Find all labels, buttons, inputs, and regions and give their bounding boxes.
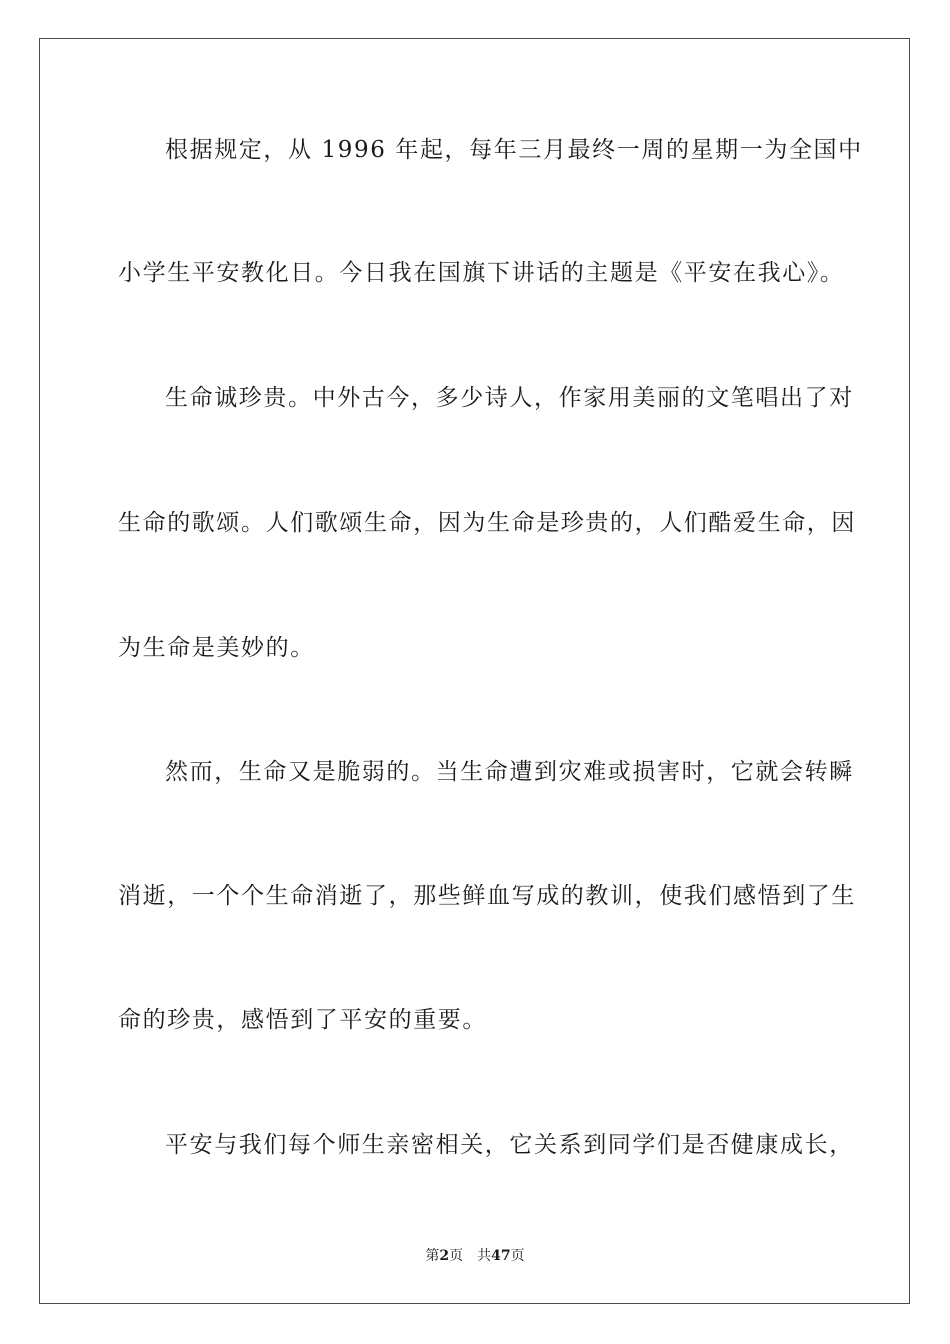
page-number: 2 [439, 1248, 450, 1264]
paragraph-line: 为生命是美妙的。 [118, 635, 315, 661]
page-suffix: 页 [449, 1248, 464, 1264]
total-suffix: 页 [510, 1248, 525, 1264]
paragraph-line: 生命的歌颂。人们歌颂生命，因为生命是珍贵的，人们酷爱生命，因 [118, 510, 856, 536]
page-border [39, 38, 910, 1304]
paragraph-line: 平安与我们每个师生亲密相关，它关系到同学们是否健康成长， [165, 1132, 854, 1158]
paragraph-line: 生命诚珍贵。中外古今，多少诗人，作家用美丽的文笔唱出了对 [165, 385, 854, 411]
paragraph-line: 然而，生命又是脆弱的。当生命遭到灾难或损害时，它就会转瞬 [165, 759, 854, 785]
total-pages: 47 [491, 1248, 511, 1264]
paragraph-line: 消逝，一个个生命消逝了，那些鲜血写成的教训，使我们感悟到了生 [118, 883, 856, 909]
paragraph-line: 根据规定，从 1996 年起，每年三月最终一周的星期一为全国中 [165, 137, 863, 163]
page-prefix: 第 [425, 1248, 440, 1264]
paragraph-line: 命的珍贵，感悟到了平安的重要。 [118, 1007, 487, 1033]
page-footer [0, 1247, 950, 1265]
total-prefix: 共 [477, 1248, 492, 1264]
paragraph-line: 小学生平安教化日。今日我在国旗下讲话的主题是《平安在我心》。 [118, 260, 845, 286]
